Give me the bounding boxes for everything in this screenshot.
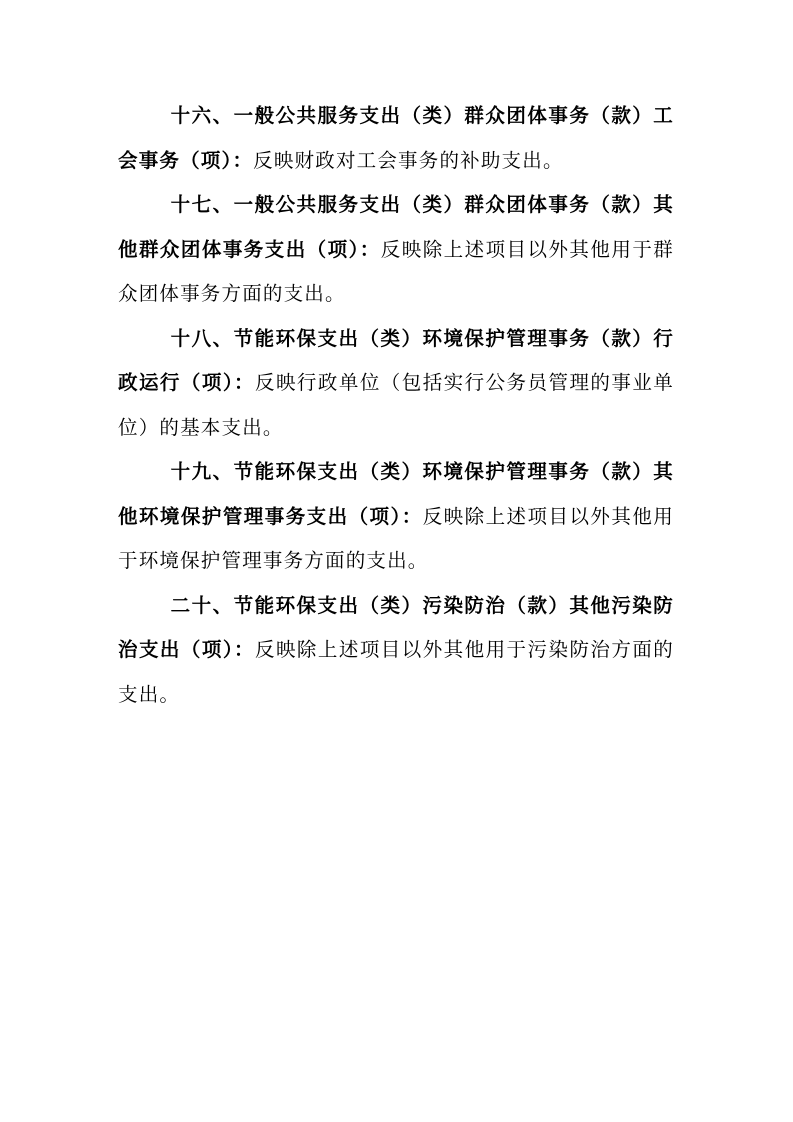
paragraph-19 (118, 450, 674, 584)
paragraph-heading: 十九、节能环保支出（类）环境保护管理事务（款）其他环境保护管理事务支出（项）： (118, 460, 674, 528)
paragraph-heading: 二十、节能环保支出（类）污染防治（款）其他污染防治支出（项）： (118, 593, 674, 661)
paragraph-body: 反映除上述项目以外其他用于群众团体事务方面的支出。 (118, 237, 674, 305)
paragraph-body: 反映除上述项目以外其他用于环境保护管理事务方面的支出。 (118, 504, 674, 572)
paragraph-heading: 十六、一般公共服务支出（类）群众团体事务（款）工会事务（项）： (118, 104, 674, 172)
paragraph-heading: 十七、一般公共服务支出（类）群众团体事务（款）其他群众团体事务支出（项）： (118, 193, 674, 261)
document-page (118, 94, 674, 717)
paragraph-20 (118, 584, 674, 718)
paragraph-heading: 十八、节能环保支出（类）环境保护管理事务（款）行政运行（项）： (118, 326, 674, 394)
paragraph-body: 反映行政单位（包括实行公务员管理的事业单位）的基本支出。 (118, 371, 674, 439)
paragraph-17 (118, 183, 674, 317)
paragraph-18 (118, 317, 674, 451)
paragraph-body: 反映除上述项目以外其他用于污染防治方面的支出。 (118, 638, 674, 706)
paragraph-16 (118, 94, 674, 183)
paragraph-body: 反映财政对工会事务的补助支出。 (253, 148, 564, 172)
